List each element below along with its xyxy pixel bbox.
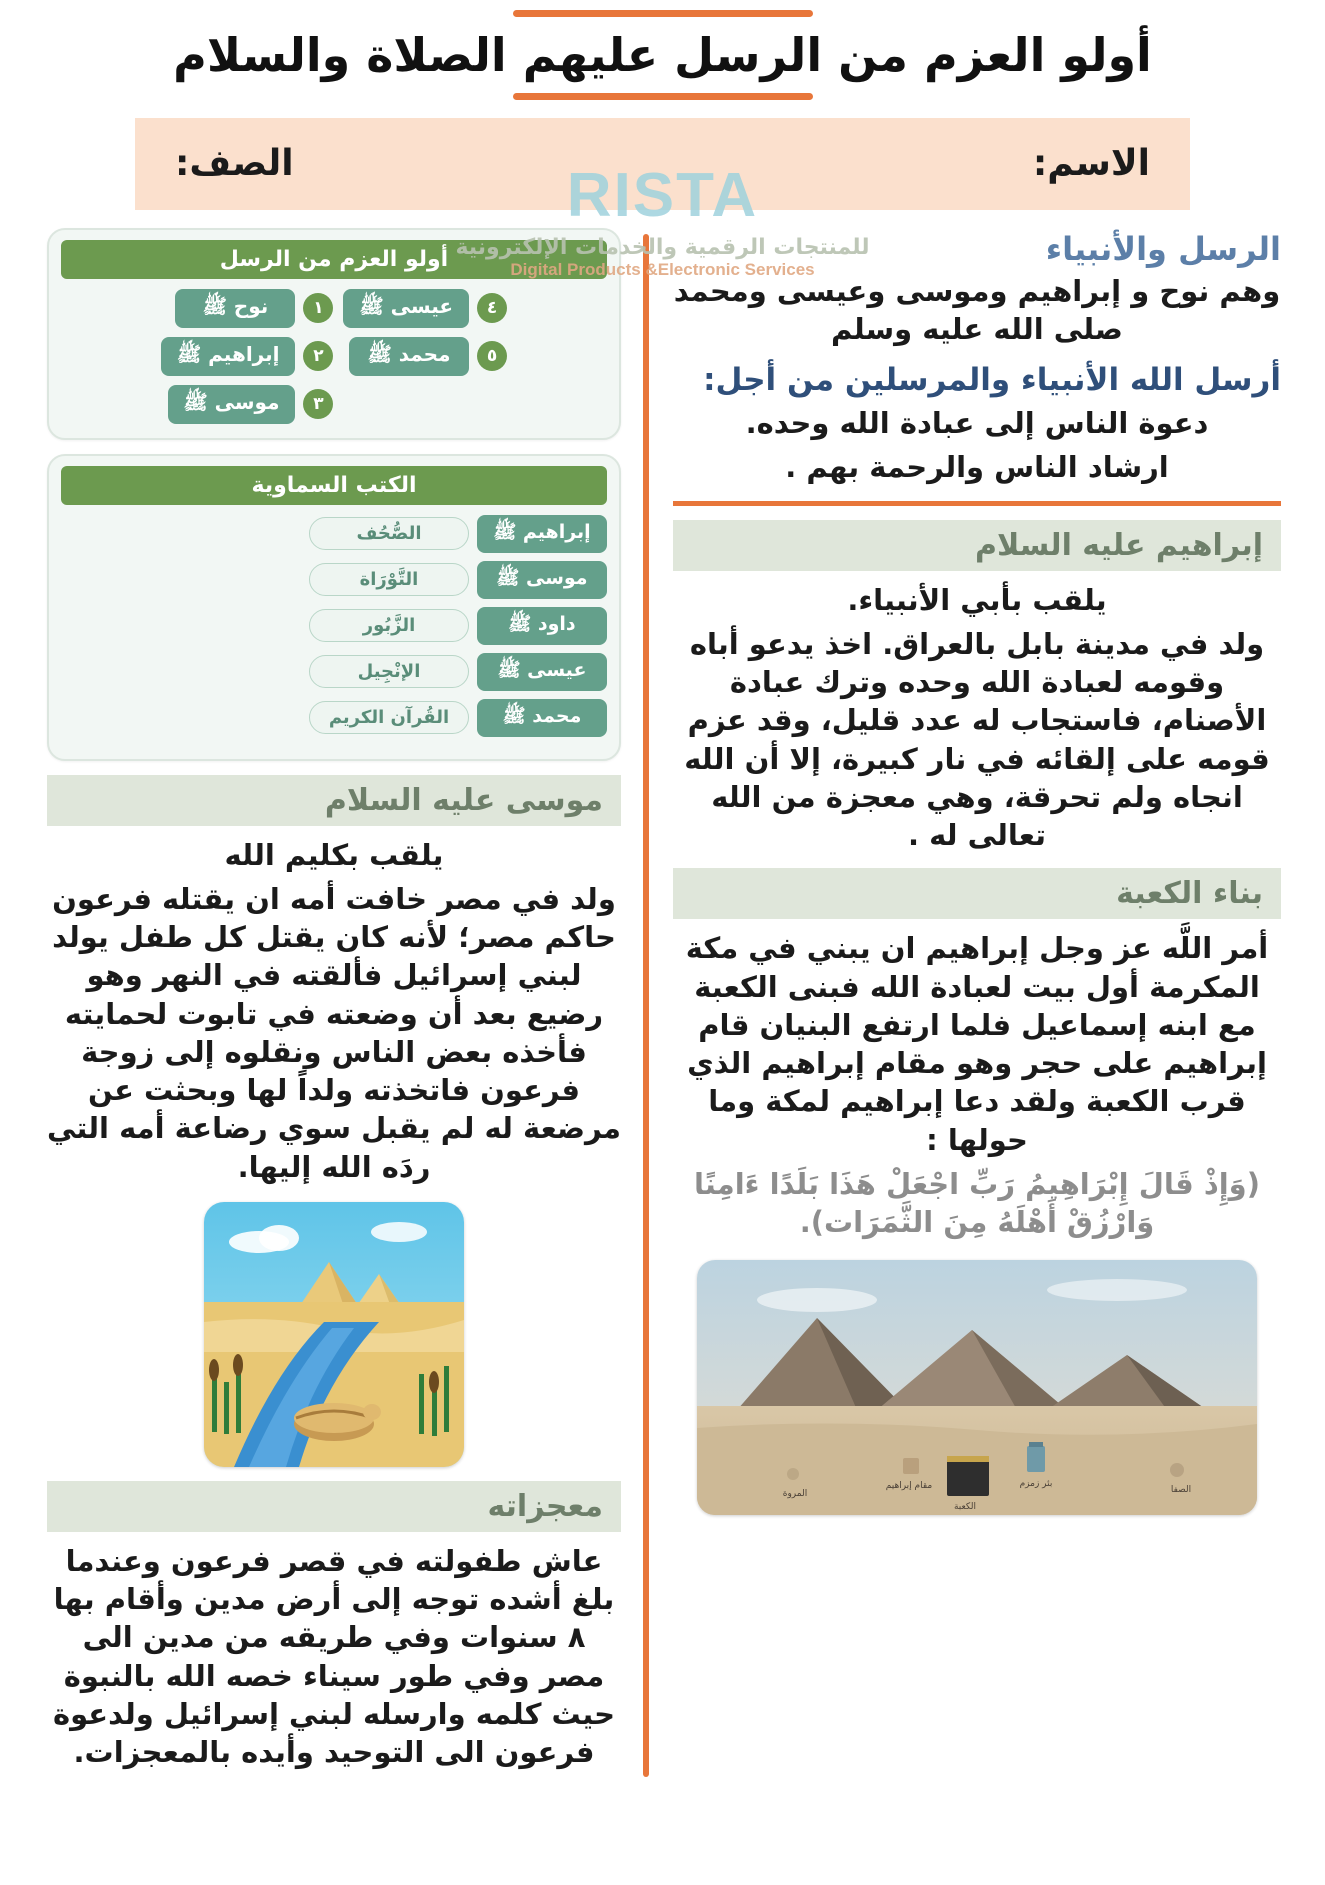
- table-row: [61, 561, 607, 599]
- list-item: [343, 289, 507, 328]
- list-item: [343, 337, 507, 376]
- prophet-name: إبراهيم ﷺ: [161, 337, 296, 376]
- kaaba-illustration: [697, 1260, 1257, 1515]
- prophet-number: ١: [303, 293, 333, 323]
- title-rule: [513, 93, 813, 100]
- book-prophet: محمد ﷺ: [477, 699, 607, 737]
- name-class-bar: [135, 118, 1190, 210]
- book-prophet: إبراهيم ﷺ: [477, 515, 607, 553]
- watermark-arabic: للمنتجات الرقمية والخدمات الإلكترونية: [455, 235, 870, 260]
- miracles-text: عاش طفولته في قصر فرعون وعندما بلغ أشده توجه إلى أرض مدين وأقام بها ٨ سنوات وفي طريقه من مدين الى مصر وفي طور سيناء خصه الله بالنبوة حيث كلمه وارسله لبني إسرائيل ولدعوة فرعون الى التوحيد وأيده بالمعجزات.: [53, 1543, 615, 1770]
- nile-illustration: [204, 1202, 464, 1467]
- list-item: [161, 289, 334, 328]
- book-prophet: داود ﷺ: [477, 607, 607, 645]
- musa-title: يلقب بكليم الله: [224, 837, 444, 872]
- book-title: الإنْجِيل: [309, 655, 469, 688]
- prophet-name: موسى ﷺ: [168, 385, 296, 424]
- books-card: [47, 454, 621, 761]
- prophet-name: محمد ﷺ: [349, 337, 469, 376]
- purpose-item-2: ارشاد الناس والرحمة بهم .: [785, 450, 1169, 485]
- watermark-english: Digital Products &Electronic Services: [510, 260, 815, 279]
- page-title: أولو العزم من الرسل عليهم الصلاة والسلام: [173, 28, 1152, 82]
- svg-text:الصفا: الصفا: [1170, 1484, 1192, 1495]
- student-name-label: الاسم:: [1032, 143, 1150, 184]
- miracles-heading: معجزاته: [47, 1481, 621, 1532]
- book-title: القُرآن الكريم: [309, 701, 469, 734]
- books-list: [61, 515, 607, 737]
- table-row: [61, 653, 607, 691]
- prophets-intro-text: وهم نوح و إبراهيم وموسى وعيسى ومحمد صلى الله عليه وسلم: [673, 273, 1281, 346]
- purpose-heading: أرسل الله الأنبياء والمرسلين من أجل:: [703, 362, 1281, 399]
- prophets-intro-heading: الرسل والأنبياء: [1045, 229, 1281, 268]
- kaaba-heading: بناء الكعبة: [673, 868, 1281, 919]
- book-prophet: عيسى ﷺ: [477, 653, 607, 691]
- list-item: [161, 337, 334, 376]
- student-class-label: الصف:: [175, 143, 294, 184]
- svg-text:مقام إبراهيم: مقام إبراهيم: [885, 1480, 933, 1491]
- left-column: [37, 224, 637, 1778]
- prophet-number: ٢: [303, 341, 333, 371]
- book-title: الزَّبُور: [309, 609, 469, 642]
- prophets-card-title: أولو العزم من الرسل: [61, 240, 607, 279]
- kaaba-quran-verse: (وَإِذْ قَالَ إِبْرَاهِيمُ رَبِّ اجْعَلْ هَذَا بَلَدًا ءَامِنًا وَارْزُقْ أَهْلَهُ مِنَ الثَّمَرَات).: [694, 1167, 1260, 1240]
- svg-text:المروة: المروة: [782, 1488, 808, 1499]
- ibrahim-heading: إبراهيم عليه السلام: [673, 520, 1281, 571]
- musa-heading: موسى عليه السلام: [47, 775, 621, 826]
- ibrahim-text: ولد في مدينة بابل بالعراق. اخذ يدعو أباه وقومه لعبادة الله وحده وترك عبادة الأصنام، فاستجاب له عدد قليل، وقد عزم قومه على إلقائه في نار كبيرة، إلا أن الله انجاه ولم تحرقة، وهي معجزة من الله تعالى له .: [684, 626, 1270, 853]
- book-title: الصُّحُف: [309, 517, 469, 550]
- prophet-number: ٤: [477, 293, 507, 323]
- books-card-title: الكتب السماوية: [61, 466, 607, 505]
- table-row: [61, 607, 607, 645]
- column-divider: [643, 234, 649, 1778]
- section-rule: [673, 501, 1281, 506]
- top-rule: [513, 10, 813, 17]
- svg-text:الكعبة: الكعبة: [953, 1501, 977, 1512]
- purpose-item-1: دعوة الناس إلى عبادة الله وحده.: [745, 406, 1209, 441]
- book-prophet: موسى ﷺ: [477, 561, 607, 599]
- kaaba-text: أمر اللَّه عز وجل إبراهيم ان يبني في مكة المكرمة أول بيت لعبادة الله فبنى الكعبة مع ابنه إسماعيل فلما ارتفع البنيان قام إبراهيم على حجر وهو مقام إبراهيم الذي قرب الكعبة ولقد دعا إبراهيم لمكة وما حولها :: [685, 931, 1269, 1157]
- prophets-left-group: [343, 289, 507, 424]
- book-title: التَّوْرَاة: [309, 563, 469, 596]
- ibrahim-title: يلقب بأبي الأنبياء.: [847, 582, 1107, 617]
- prophet-name: نوح ﷺ: [175, 289, 295, 328]
- prophets-card: [47, 228, 621, 440]
- prophet-number: ٣: [303, 389, 333, 419]
- prophet-number: ٥: [477, 341, 507, 371]
- list-item: [161, 385, 334, 424]
- page-body: [30, 224, 1295, 1778]
- table-row: [61, 515, 607, 553]
- watermark-brand: RISTA: [566, 161, 759, 230]
- prophet-name: عيسى ﷺ: [343, 289, 469, 328]
- prophets-right-group: [161, 289, 334, 424]
- right-column: [655, 224, 1295, 1778]
- svg-text:بئر زمزم: بئر زمزم: [1019, 1478, 1053, 1489]
- table-row: [61, 699, 607, 737]
- musa-text: ولد في مصر خافت أمه ان يقتله فرعون حاكم مصر؛ لأنه كان يقتل كل طفل يولد لبني إسرائيل فألقته في النهر وهو رضيع بعد أن وضعته في تابوت لحمايته فأخذه بعض الناس ونقلوه إلى زوجة فرعون فاتخذته ولداً لها وبحثت عن مرضعة له لم يقبل سوي رضاعة أمه التي ردَه الله إليها.: [46, 881, 621, 1184]
